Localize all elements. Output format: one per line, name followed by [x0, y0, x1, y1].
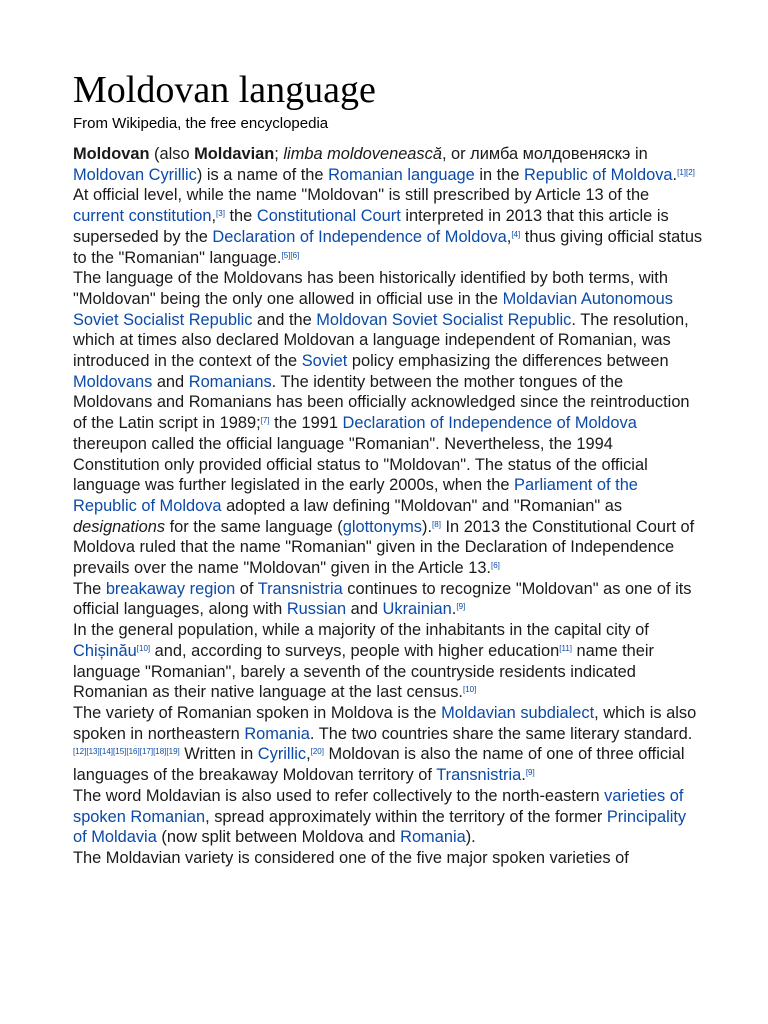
wiki-link[interactable]: Declaration of Independence of Moldova	[212, 227, 507, 246]
text-run: and, according to surveys, people with higher education	[150, 641, 560, 660]
wiki-link[interactable]: Republic of Moldova	[524, 165, 673, 184]
text-run: , or лимба молдовеняскэ in	[441, 145, 648, 163]
bold-term: Moldovan	[73, 145, 150, 163]
wiki-link[interactable]: Transnistria	[436, 766, 522, 785]
reference-link[interactable]: [9]	[525, 768, 535, 778]
reference-link[interactable]: [3]	[216, 209, 225, 219]
text-run: , spread approximately within the territory of the former	[205, 807, 607, 826]
text-run: The Moldavian variety is considered one of the five major spoken varieties of	[73, 848, 629, 867]
text-run: (now split between Moldova and	[156, 828, 401, 847]
page-title: Moldovan language	[73, 69, 376, 111]
reference-link[interactable]: [9]	[456, 602, 466, 612]
text-run: . The resolution, which at times also declared Moldovan a language independent of Romanian, was introduced in the context of the	[73, 310, 689, 371]
paragraph	[73, 144, 703, 185]
text-run: ;	[274, 145, 284, 163]
paragraph	[73, 786, 703, 848]
text-run: policy emphasizing the differences between	[347, 352, 669, 371]
wiki-link[interactable]: Soviet	[301, 352, 348, 371]
site-tagline: From Wikipedia, the free encyclopedia	[73, 115, 329, 132]
text-run: and	[346, 600, 383, 619]
text-run: The word Moldavian is also used to refer collectively to the north-eastern	[73, 786, 605, 805]
wiki-link[interactable]: Moldovans	[73, 372, 153, 391]
wiki-link[interactable]: Romanians	[188, 372, 272, 391]
wiki-link[interactable]: Moldavian Autonomous Soviet Socialist Republic	[73, 289, 673, 329]
text-run: Moldovan is also the name of one of three official languages of the breakaway Moldovan territory of	[73, 745, 685, 785]
text-run: ).	[422, 517, 433, 536]
reference-link[interactable]: [8]	[432, 519, 441, 529]
wiki-link[interactable]: Cyrillic	[257, 745, 307, 764]
text-run: interpreted in 2013 that this article is superseded by the	[73, 207, 669, 246]
italic-term: designations	[73, 517, 166, 536]
text-run: The language of the Moldovans has been historically identified by both terms, with "Moldovan" being the only one allowed in official use in the	[73, 269, 668, 308]
wiki-link[interactable]: varieties of spoken Romanian	[73, 786, 684, 826]
wiki-link[interactable]: Ukrainian	[382, 600, 452, 619]
reference-link[interactable]: [11]	[559, 643, 572, 653]
wiki-link[interactable]: breakaway region	[105, 579, 236, 598]
text-run: .	[521, 766, 526, 785]
text-run: of	[235, 579, 258, 598]
text-run: At official level, while the name "Moldovan" is still prescribed by Article 13 of the	[73, 186, 650, 205]
reference-link[interactable]: [7]	[260, 416, 270, 426]
text-run: The variety of Romanian spoken in Moldova is the	[73, 703, 442, 722]
text-run: and	[152, 372, 189, 391]
article-body	[73, 144, 703, 869]
wiki-link[interactable]: Romania	[400, 828, 466, 847]
reference-link[interactable]: [5][6]	[281, 250, 300, 260]
text-run: In the general population, while a majority of the inhabitants in the capital city of	[73, 621, 649, 640]
text-run: continues to recognize "Moldovan" as one of its official languages, along with	[73, 579, 692, 619]
text-run: thereupon called the official language "Romanian". Nevertheless, the 1994 Constitution only provided official status to "Moldovan". The status of the official language was further legislated in the early 2000s, when the	[73, 434, 648, 495]
text-run: adopted a law defining "Moldovan" and "Romanian" as	[221, 496, 623, 515]
paragraph	[73, 620, 703, 703]
wiki-link[interactable]: Moldovan Soviet Socialist Republic	[316, 310, 572, 329]
paragraph	[73, 268, 703, 579]
wiki-link[interactable]: Moldavian subdialect	[441, 703, 595, 722]
text-run: . The identity between the mother tongues of the Moldovans and Romanians has been officially acknowledged since the reintroduction of the Latin script in 1989;	[73, 372, 690, 433]
reference-link[interactable]: [12][13][14][15][16][17][18][19]	[73, 747, 180, 757]
text-run: .	[451, 600, 457, 619]
text-run: ) is a name of the	[196, 165, 329, 184]
wiki-link[interactable]: Russian	[286, 600, 347, 619]
wiki-link[interactable]: glottonyms	[342, 517, 422, 536]
wiki-link[interactable]: Parliament of the Republic of Moldova	[73, 476, 638, 515]
text-run: the 1991	[269, 414, 343, 433]
text-run: The	[73, 579, 106, 598]
reference-link[interactable]: [20]	[310, 747, 324, 757]
text-run: ,	[506, 227, 512, 246]
wiki-link[interactable]: current constitution	[73, 207, 212, 226]
italic-term: limba moldovenească	[283, 145, 442, 163]
wiki-link[interactable]: Principality of Moldavia	[73, 807, 687, 847]
reference-link[interactable]: [10]	[462, 685, 477, 695]
paragraph	[73, 185, 703, 268]
text-run: ,	[211, 207, 217, 226]
text-run: name their language "Romanian", barely a seventh of the countryside residents indicated Romanian as their native language at the last census.	[73, 641, 654, 702]
wiki-link[interactable]: Constitutional Court	[256, 207, 401, 226]
text-run: and the	[252, 310, 317, 329]
paragraph	[73, 703, 703, 786]
wiki-link[interactable]: Declaration of Independence of Moldova	[342, 414, 637, 433]
wiki-link[interactable]: Chișinău	[73, 641, 137, 660]
wiki-link[interactable]: Moldovan Cyrillic	[73, 165, 197, 184]
text-run: thus giving official status to the "Romanian" language.	[73, 227, 703, 267]
wiki-link[interactable]: Transnistria	[257, 579, 343, 598]
text-run: for the same language (	[165, 517, 343, 536]
reference-link[interactable]: [4]	[511, 229, 521, 239]
text-run: (also	[149, 145, 195, 163]
text-run: ).	[465, 828, 476, 847]
text-run: in the	[474, 165, 525, 184]
text-run: In 2013 the Constitutional Court of Moldova ruled that the name "Romanian" given in the Declaration of Independence prevails over the name "Moldovan" given in the Article 13.	[73, 517, 695, 578]
text-run: the	[224, 207, 257, 226]
text-run: , which is also spoken in northeastern	[73, 703, 697, 743]
bold-term: Moldavian	[194, 145, 275, 163]
reference-link[interactable]: [6]	[491, 561, 500, 571]
wiki-link[interactable]: Romanian language	[328, 165, 475, 184]
reference-link[interactable]: [10]	[136, 643, 151, 653]
text-run: .	[672, 165, 678, 184]
paragraph	[73, 848, 703, 869]
paragraph	[73, 579, 703, 620]
wiki-link[interactable]: Romania	[244, 724, 310, 743]
text-run: ,	[306, 745, 311, 764]
reference-link[interactable]: [1][2]	[677, 167, 695, 177]
article	[73, 68, 703, 869]
text-run: . The two countries share the same literary standard.	[309, 724, 693, 743]
text-run: Written in	[179, 745, 258, 764]
